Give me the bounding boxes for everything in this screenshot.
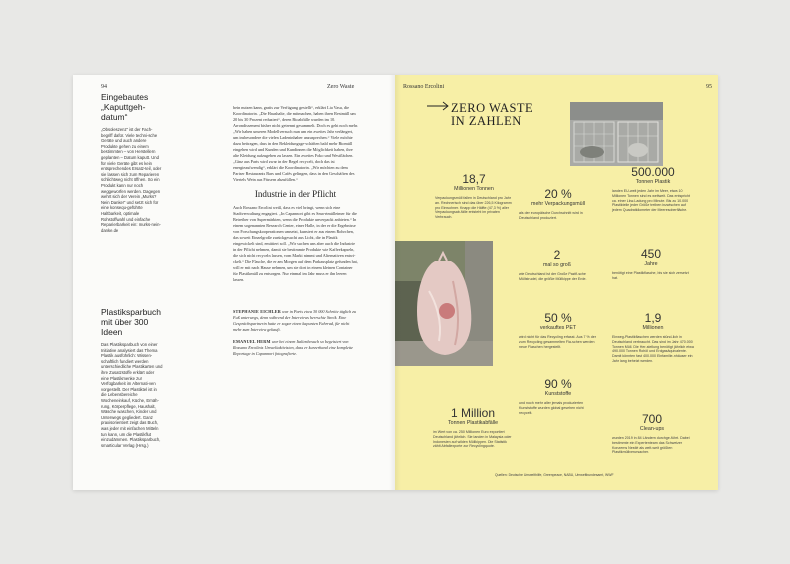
- stat-ocean-plastic: [612, 166, 694, 213]
- stat-description: wurden 2019 in 84 Ländern durchge-führt. Dabei bestimmte ein Expertenteam das Schweizer Konzerns Nestlé als welt-weit größten Plastikmüllverursacher.: [612, 436, 690, 455]
- sidebar-obsolescence: [101, 92, 163, 233]
- left-page: [73, 75, 395, 490]
- stat-number: 90 %: [544, 377, 572, 391]
- page-gutter: [389, 75, 401, 490]
- stat-description: und noch mehr aller jemals produzierten Kunststoffe wurden global gesehen nicht recycelt.: [519, 401, 584, 415]
- running-head-left: Zero Waste: [327, 84, 355, 90]
- stat-unit: Millionen: [642, 325, 664, 331]
- stat-description: wird nicht für das Recycling erfasst. Aus 7 % der zum Recycling gesammelten Fla-schen werden neue Flaschen hergestellt.: [519, 335, 596, 349]
- stat-unit: Kunststoffe: [544, 391, 572, 397]
- stat-number: 500.000: [631, 165, 675, 179]
- article-paragraph: Auch Rossano Ercolini weiß, dass es viel bringt, wenn sich eine Stadtverwaltung engagiert. „In Capannori gibt es Sma-rtmülleimer für die Betreiber von Supermärkten, wenn die Produkte unverpackt anbieten.“ In einem sogenannten Research Center, einer Halle, in der er die Ergebnisse von Forschungskooperationen umsetzt, kunstert er aus einem Rohrchen, das soweit Einzelgroße zurückgesucht aus Licht, die in Plastik eingewickelt sind, emittiert soll. „Wir suchen uns aber auch die Industrie in der Pflicht nehmen, damit sie bestimmte Produkte wie Kaffeekapseln, die sich nicht recyceln lassen, vom Markt nimmt und Alternativen entwi-ckelt.“ Die Flasche, die er am Morgen auf dem Parkausplatz gefunden hat, will er mit nach Hause nehmen, um sie dort in einem kleinen Container für Plastikmüll zu entsorgen. Nur einmal im Jahr muss er ihn leeren lassen.: [233, 205, 358, 282]
- stat-more-packaging: [519, 188, 597, 221]
- article-column: [233, 105, 358, 360]
- stat-number: 50 %: [544, 311, 572, 325]
- photo-waste-cages: [570, 102, 663, 166]
- title-line: ZERO WASTE: [451, 101, 534, 115]
- stat-number: 2: [553, 248, 561, 262]
- photographer-bio: [233, 339, 358, 357]
- stat-unit: Jahre: [644, 261, 658, 267]
- stat-unit: mehr Verpackungsmüll: [531, 201, 585, 207]
- stat-bottle-decay: [612, 248, 690, 281]
- stat-number: 700: [641, 412, 663, 426]
- sidebar-text: „Obsoleszenz“ ist der Fach-begriff dafür. Viele techni-sche Geräte und auch andere Produkte gehen zu einem bestimmten – von Herstellern geplanten – Datum kaputt. Und für viele Geräte gibt es kein entsprechendes Ersatz-teil, oder sie lassen sich zum Reparieren schlichtweg nicht öffnen. So ein Produkt kann nur noch weggeworfen werden. Dagegen wehrt sich der Verein „Murks? Nein Danke!“ und setzt sich für eine konsequ-geführte Haltbarkeit, optimale Rohstoffwahl und einfache Reparierbarkeit ein: murks-nein-danke.de: [101, 127, 162, 233]
- stat-number: 1 Million: [450, 406, 495, 420]
- author-name: STEPHANIE EICHLER: [233, 309, 281, 314]
- stat-number: 20 %: [544, 187, 572, 201]
- stat-unit: Tonnen Plastik: [635, 179, 671, 185]
- sidebar-text: Das Plastiksparbuch von einer Initiative analysiert das Thema Plastik ausführlich: Wissen-schaftlich fundiert werden unterschiedliche Plastikarten und ihre Zusatzstoffe erklärt oder eine Plastikmenke zur Verfügbarkeit im Alternati-ven vorgestellt. Der Plastiktel ist in die Lebensbereiche Wocheneinkauf, Küche, Ernäh-rung, Körperpflege, Haushalt, Wäsche waschen, Kinder und Unterwegs gegliedert. Ganz praxisorientiert zeigt das Buch, was jeder mit einfachen Mitteln tun kann, um die Plastikflut einzudämmen. Plastiksparbuch, smarticular Verlag (Hrsg.): [101, 342, 163, 448]
- page-number-right: 95: [706, 84, 712, 90]
- page-number-left: 94: [101, 84, 107, 90]
- article-paragraph: bein nutzen kann, gratis zur Verfügung gestellt“, erklärt Lia Vasu, die Koordinatorin. „Die Haushalte, die mitmachen, haben ihren Restmüll um 20 bis 30 Prozent reduziert“, deren Bioabfälle wurden im 10. Arrondissement bisher nicht getrennt gesammelt. Doch es geht noch mehr. „Wir haben unseren Modellversuch nun um ein zweites Jahr verlängert, um insbesondere die vielen Ladeninhaber anzusprechen.“ Viele möchte dazu beitragen, dass in den Bekleidungsge-schäften bald mehr Biomüll eingehen wird und Kunden und Kundinnen die Möglichkeit haben, ihre alte Kleidung aufzugeben zu lassen. Ein zweites Foko und Westflächen. „Ginz aus Paris wird zwar in der Regel recycelt, doch das ist energieaufwendig“, erklärt die Koordinatorin. „Wir möchten zu dem Pariser Restaurants Bars und Cafés gelingen, dass in den Geschäften des Viertels Wein aus Fässern abzufüllen.“: [233, 105, 359, 182]
- photographer-name: EMANUEL HERM: [233, 339, 271, 344]
- stat-clean-ups: [612, 413, 692, 455]
- infographic-title: [451, 102, 533, 128]
- right-page: [395, 75, 718, 490]
- stat-plastics-not-recycled: [519, 378, 597, 415]
- stat-unit: Millionen Tonnen: [454, 186, 494, 192]
- stat-number: 18,7: [462, 172, 486, 186]
- author-bio: [233, 309, 358, 333]
- stat-unit: verkauftes PET: [539, 325, 577, 331]
- stat-description: Einweg-Plastikflaschen werden stünd-lich in Deutschland verbraucht. Das sind im Jahr 470.000 Tonnen Müll. Die Her-stellung benötigt jährlich etwa 490.000 Tonnen Rohöl und Erdgasäquivalente. Damit könnten fast 400.000 Einfamilie-nhäuser ein Jahr lang beheizt werden.: [612, 335, 694, 363]
- arrow-icon: [426, 101, 450, 111]
- sidebar-heading: Eingebautes „Kaputtgeh-datum“: [101, 92, 149, 122]
- stat-unit: Tonnen Plastikabfälle: [447, 420, 499, 426]
- stat-unit: Clean-ups: [639, 426, 665, 432]
- stat-description: landen EU-weit jeden Jahr im Meer, etwa 10 Millionen Tonnen sind es weltweit. Das entspricht ca. einer Lkw-Ladung pro Minute. Bis zu 10.000 Plastikteile jeder Größe treiben inzwischen auf jedem Quadratkilometer der Meeresoberfläche.: [612, 189, 691, 213]
- stat-plastic-exports: [433, 407, 513, 449]
- sidebar-plastiksparbuch: [101, 307, 163, 448]
- title-line: IN ZAHLEN: [451, 114, 522, 128]
- stat-description: wie Deutschland ist der Große Pazifi-sche Müllstrudel, die größte Müllkippe der Erde.: [519, 272, 587, 281]
- stat-packaging-waste: [435, 173, 513, 220]
- section-heading: Industrie in der Pflicht: [254, 189, 337, 199]
- stat-unit: mal so groß: [543, 262, 571, 268]
- stat-pet-recycling: [519, 312, 597, 349]
- stat-number: 450: [640, 247, 662, 261]
- stat-description: Verpackungsmüll fallen in Deutschland pro Jahr an. Rechnerisch sind das über 226,5 Kilogramm pro Einwohner. Knapp die Hälfte (47,3 %) aller Verpackungsab-fälle entsteht im privaten Verbrauch.: [435, 196, 512, 220]
- sources-note: Quellen: Deutsche Umwelthilfe, Greenpeace, NABU, Umweltbundesamt, WWF: [495, 473, 614, 477]
- running-head-right: Rossano Ercolini: [403, 84, 445, 90]
- stat-description: benötigt eine Plastikflasche, bis sie sich zersetzt hat.: [612, 271, 689, 280]
- stat-number: 1,9: [644, 311, 662, 325]
- stat-description: im Wert von ca. 250 Millionen Euro exportiert Deutschland jährlich. Sie landen in Malaysia oder Indonesien auf wilden Müllkippen. Die Statistik zählt Abfallexporte zur Recyclingquote.: [433, 430, 512, 449]
- photo-plastic-bag: [395, 241, 493, 366]
- author-bio-text: war in Paris etwa 30 000 Schritte täglich zu Fuß unterwegs, denn während der Interviews herrschte Streik. Eine Gesprächspartnerin hatte er sogar einen kapunten Fahrrad, für nicht mehr zum Interview gekauft.: [233, 309, 356, 332]
- stat-description: als der europäische Durchschnitt wird in Deutschland produziert.: [519, 211, 583, 220]
- magazine-spread: [73, 75, 718, 490]
- stat-garbage-patch: [519, 249, 595, 282]
- sidebar-heading: Plastiksparbuch mit über 300 Ideen: [101, 307, 162, 337]
- photographer-bio-text: war bei einem Italienbesuch so begeistert von Rossano Ercolinis Umweltaktivisten, dass er kurzerhand eine komplette Reportage in Capannori fotografierte.: [233, 339, 354, 356]
- stat-single-use-bottles: [612, 312, 694, 364]
